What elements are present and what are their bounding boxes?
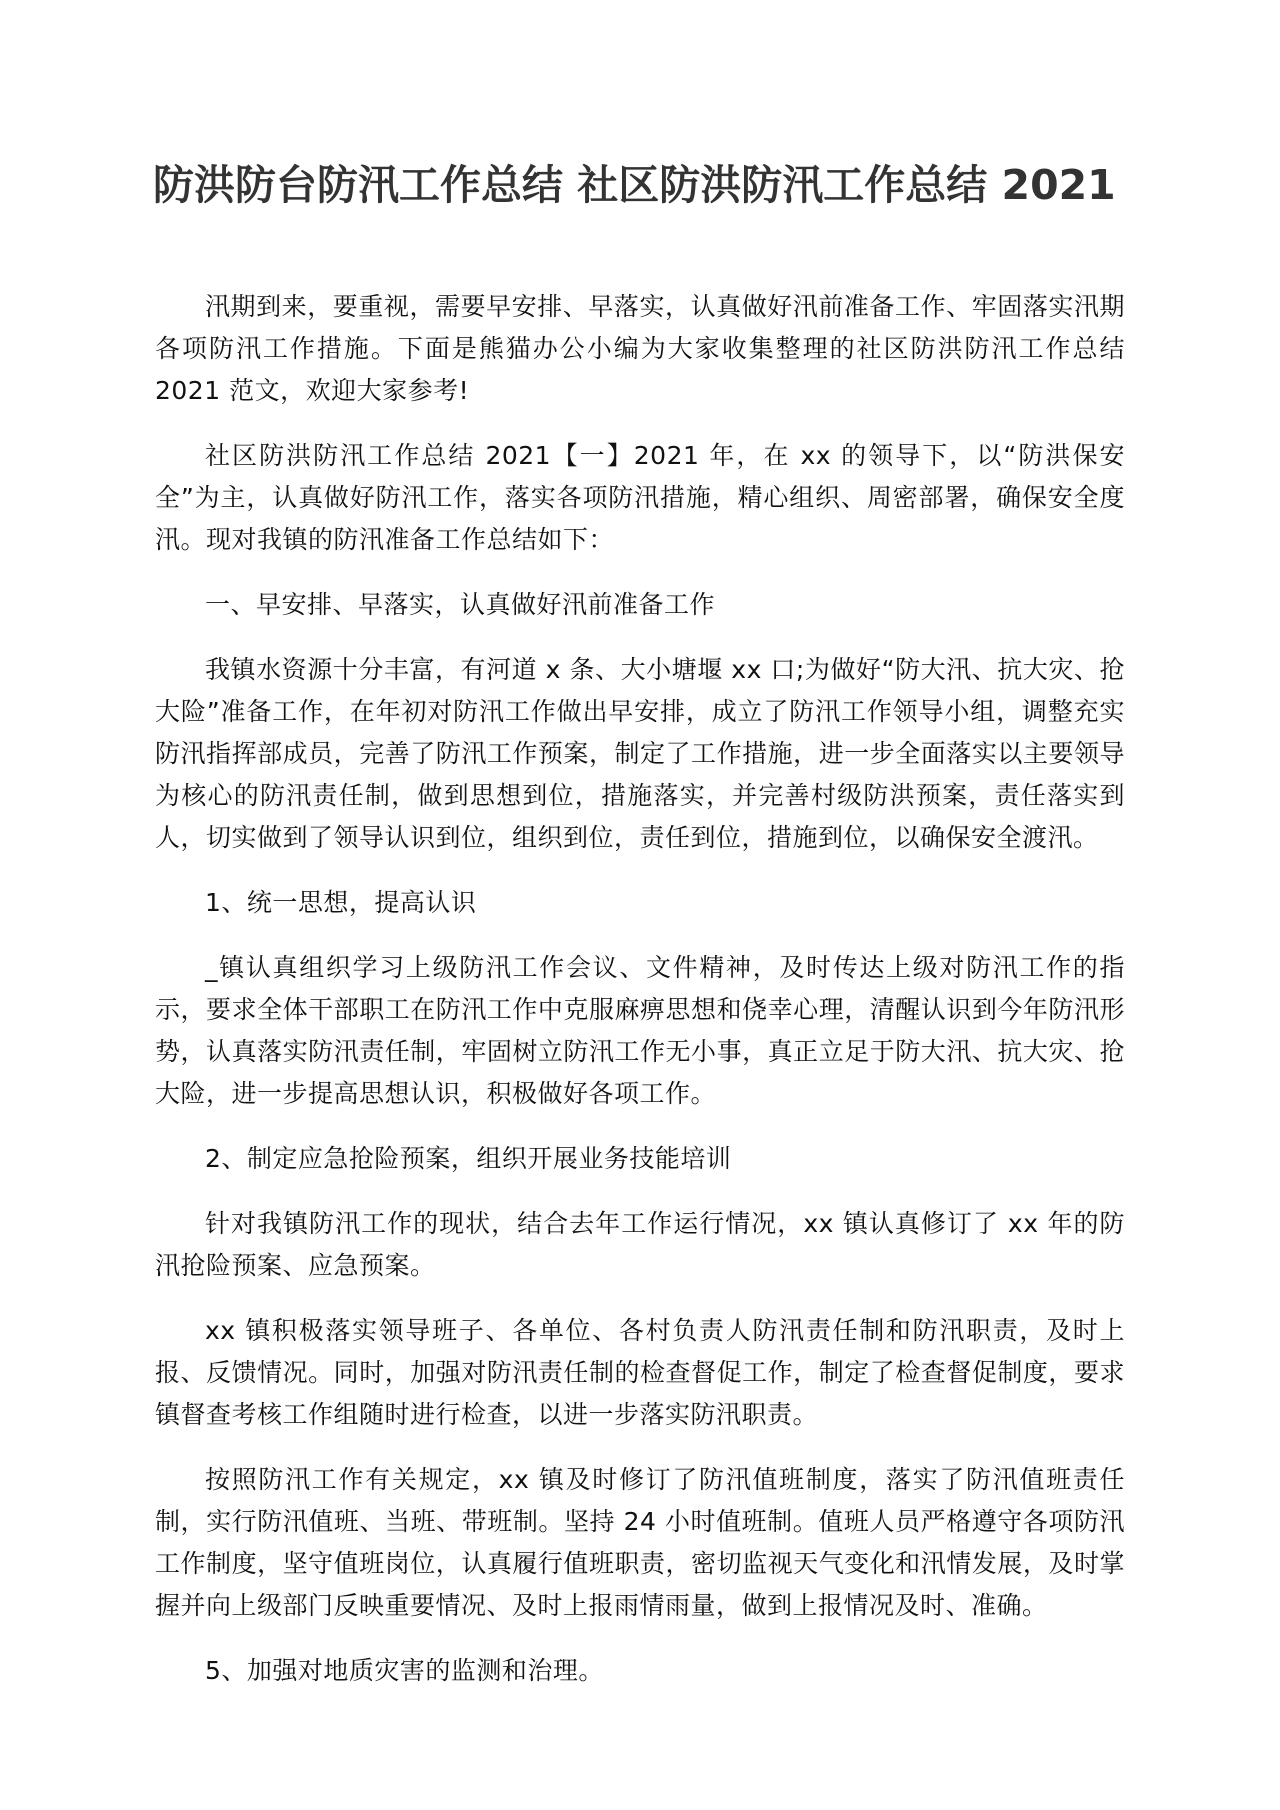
document-body (155, 286, 1125, 1715)
section-heading-1: 一、早安排、早落实，认真做好汛前准备工作 (205, 590, 716, 619)
paragraph-emergency-plan: 针对我镇防汛工作的现状，结合去年工作运行情况，xx 镇认真修订了 xx 年的防汛抢险预案、应急预案。 (155, 1209, 1125, 1280)
paragraph-unify-thinking: _镇认真组织学习上级防汛工作会议、文件精神，及时传达上级对防汛工作的指示，要求全体干部职工在防汛工作中克服麻痹思想和侥幸心理，清醒认识到今年防汛形势，认真落实防汛责任制，牢固树立防汛工作无小事，真正立足于防大汛、抗大灾、抢大险，进一步提高思想认识，积极做好各项工作。 (155, 953, 1125, 1108)
page-title: 防洪防台防汛工作总结 社区防洪防汛工作总结 2021 (153, 161, 1116, 209)
paragraph-water-resources: 我镇水资源十分丰富，有河道 x 条、大小塘堰 xx 口;为做好“防大汛、抗大灾、抢大险”准备工作，在年初对防汛工作做出早安排，成立了防汛工作领导小组，调整充实防汛指挥部成员，完善了防汛工作预案，制定了工作措施，进一步全面落实以主要领导为核心的防汛责任制，做到思想到位，措施落实，并完善村级防洪预案，责任落实到人，切实做到了领导认识到位，组织到位，责任到位，措施到位，以确保安全渡汛。 (155, 655, 1125, 852)
subheading-1: 1、统一思想，提高认识 (205, 888, 477, 917)
subheading-2: 2、制定应急抢险预案，组织开展业务技能培训 (205, 1144, 732, 1173)
paragraph-summary-one: 社区防洪防汛工作总结 2021【一】2021 年，在 xx 的领导下，以“防洪保安全”为主，认真做好防汛工作，落实各项防汛措施，精心组织、周密部署，确保安全度汛。现对我镇的防汛准备工作总结如下： (155, 441, 1125, 554)
paragraph-duty-system: 按照防汛工作有关规定，xx 镇及时修订了防汛值班制度，落实了防汛值班责任制，实行防汛值班、当班、带班制。坚持 24 小时值班制。值班人员严格遵守各项防汛工作制度，坚守值班岗位，认真履行值班职责，密切监视天气变化和汛情发展，及时掌握并向上级部门反映重要情况、及时上报雨情雨量，做到上报情况及时、准确。 (155, 1465, 1125, 1620)
paragraph-responsibility: xx 镇积极落实领导班子、各单位、各村负责人防汛责任制和防汛职责，及时上报、反馈情况。同时，加强对防汛责任制的检查督促工作，制定了检查督促制度，要求镇督查考核工作组随时进行检查，以进一步落实防汛职责。 (155, 1316, 1125, 1429)
paragraph-intro: 汛期到来，要重视，需要早安排、早落实，认真做好汛前准备工作、牢固落实汛期各项防汛工作措施。下面是熊猫办公小编为大家收集整理的社区防洪防汛工作总结 2021 范文，欢迎大家参考! (155, 292, 1125, 405)
subheading-5: 5、加强对地质灾害的监测和治理。 (205, 1656, 604, 1685)
